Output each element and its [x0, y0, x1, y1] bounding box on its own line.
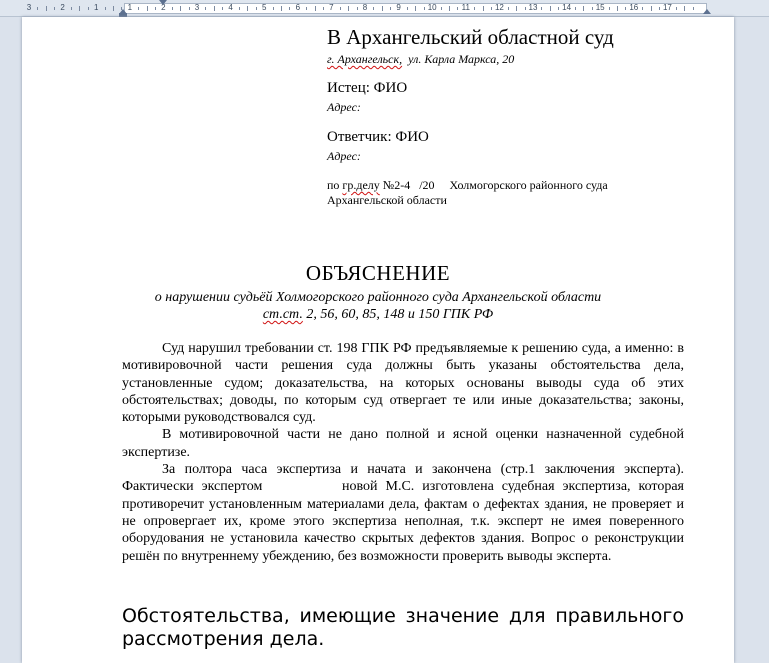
- ruler-number: 1: [93, 3, 99, 12]
- ruler-tick: [449, 6, 450, 11]
- ruler-tick: [273, 7, 274, 10]
- ruler-tick: [247, 6, 248, 11]
- right-indent-marker[interactable]: [703, 9, 711, 14]
- page-backdrop-left: [0, 17, 22, 663]
- ruler-tick: [256, 7, 257, 10]
- ruler-tick: [205, 7, 206, 10]
- ruler-tick: [457, 7, 458, 10]
- ruler-tick: [222, 7, 223, 10]
- ruler-tick: [189, 7, 190, 10]
- ruler-tick: [491, 7, 492, 10]
- court-name: В Архангельский областной суд: [327, 25, 614, 49]
- ruler-tick: [407, 7, 408, 10]
- court-address: [327, 52, 514, 67]
- ruler-tick: [483, 6, 484, 11]
- ruler-number: 13: [528, 3, 538, 12]
- ruler-tick: [382, 6, 383, 11]
- defendant-address-label: Адрес:: [327, 149, 361, 163]
- ruler-number: 3: [26, 3, 32, 12]
- ruler-tick: [583, 6, 584, 11]
- ruler-number: 9: [396, 3, 401, 12]
- ruler-tick: [315, 6, 316, 11]
- ruler-tick: [54, 7, 55, 10]
- defendant-label: Ответчик: ФИО: [327, 129, 429, 145]
- ruler-number: 4: [228, 3, 233, 12]
- ruler-tick: [390, 7, 391, 10]
- ruler-number: 1: [127, 3, 133, 12]
- paragraph-1: Суд нарушил требовании ст. 198 ГПК РФ предъявляемые к решению суда, а именно: в мотивировочной части решения суда должны быть указаны обстоятельства дела, установленные судом; доказательства, на которых основаны выводы суда об этих обстоятельствах; доводы, по которым суд отвергает те или иные доказательства; законы, которыми руководствовался суд.: [122, 341, 684, 426]
- ruler-tick: [348, 6, 349, 11]
- ruler-number: 10: [427, 3, 437, 12]
- ruler-tick: [105, 7, 106, 10]
- ruler-tick: [357, 7, 358, 10]
- subtitle-articles-list: 2, 56, 60, 85, 148 и 150 ГПК РФ: [302, 307, 494, 322]
- ruler-tick: [550, 6, 551, 11]
- ruler-tick: [525, 7, 526, 10]
- section-heading: Обстоятельства, имеющие значение для правильного рассмотрения дела.: [122, 605, 684, 650]
- case-ref-word: гр.делу: [342, 178, 380, 192]
- ruler-number: 5: [261, 3, 267, 12]
- ruler-tick: [474, 7, 475, 10]
- court-address-city: г. Архангельск,: [327, 52, 403, 66]
- case-ref-rest: №2-4 /20 Холмогорского районного суда Архангельской области: [327, 178, 611, 207]
- ruler-number: 2: [60, 3, 65, 12]
- plaintiff-label: Истец: ФИО: [327, 80, 408, 96]
- ruler-tick: [214, 6, 215, 11]
- case-ref-prefix: по: [327, 178, 340, 192]
- ruler-tick: [508, 7, 509, 10]
- document-subtitle-line1: о нарушении судьёй Холмогорского районного суда Архангельской области: [154, 290, 602, 305]
- document-page[interactable]: [22, 17, 734, 663]
- ruler-tick: [575, 7, 576, 10]
- ruler-tick: [138, 7, 139, 10]
- paragraph-3: За полтора часа экспертиза и начата и закончена (стр.1 заключения эксперта). Фактически экспертом новой М.С. изготовлена судебная экспертиза, которая противоречит установленным материалами дела, фактам о дефектах здания, не проверяет и не опровергает их, кроме этого экспертиза неполная, т.к. эксперт не имея поверенного оборудования не установила качество скрытых дефектов здания. Вопрос о реконструкции решён по внутреннему убеждению, без возможности проверить выводы эксперта.: [122, 462, 688, 564]
- ruler-marks: [0, 0, 769, 16]
- ruler-tick: [340, 7, 341, 10]
- ruler-tick: [88, 7, 89, 10]
- ruler-tick: [46, 6, 47, 11]
- ruler-tick: [239, 7, 240, 10]
- ruler-tick: [281, 6, 282, 11]
- horizontal-ruler[interactable]: [0, 0, 769, 17]
- ruler-tick: [642, 7, 643, 10]
- ruler-tick: [651, 6, 652, 11]
- ruler-tick: [415, 6, 416, 11]
- ruler-tick: [625, 7, 626, 10]
- ruler-tick: [693, 7, 694, 10]
- document-subtitle-line2: [22, 307, 734, 323]
- first-line-indent-marker[interactable]: [159, 0, 167, 5]
- ruler-number: 3: [194, 3, 200, 12]
- ruler-tick: [306, 7, 307, 10]
- ruler-number: 15: [595, 3, 605, 12]
- subtitle-articles-word: ст.ст.: [262, 307, 303, 322]
- ruler-number: 12: [494, 3, 504, 12]
- plaintiff-address-label: Адрес:: [327, 100, 361, 114]
- ruler-tick: [424, 7, 425, 10]
- ruler-number: 2: [161, 3, 166, 12]
- ruler-number: 6: [295, 3, 301, 12]
- ruler-number: 14: [562, 3, 572, 12]
- ruler-tick: [684, 6, 685, 11]
- ruler-tick: [609, 7, 610, 10]
- ruler-tick: [558, 7, 559, 10]
- paragraph-2: В мотивировочной части не дано полной и ясной оценки назначенной судебной экспертизе.: [122, 427, 684, 460]
- court-address-street: ул. Карла Маркса, 20: [408, 52, 515, 66]
- ruler-tick: [323, 7, 324, 10]
- ruler-tick: [113, 6, 114, 11]
- ruler-tick: [676, 7, 677, 10]
- ruler-tick: [541, 7, 542, 10]
- document-body[interactable]: [122, 340, 688, 565]
- ruler-number: 11: [461, 3, 470, 12]
- ruler-tick: [617, 6, 618, 11]
- ruler-tick: [289, 7, 290, 10]
- ruler-number: 7: [329, 3, 334, 12]
- ruler-tick: [79, 6, 80, 11]
- ruler-number: 16: [629, 3, 639, 12]
- ruler-tick: [71, 7, 72, 10]
- ruler-number: 8: [362, 3, 368, 12]
- ruler-tick: [37, 7, 38, 10]
- ruler-tick: [180, 6, 181, 11]
- ruler-tick: [516, 6, 517, 11]
- ruler-tick: [441, 7, 442, 10]
- ruler-tick: [592, 7, 593, 10]
- ruler-tick: [373, 7, 374, 10]
- ruler-number: 17: [662, 3, 672, 12]
- ruler-tick: [155, 7, 156, 10]
- page-backdrop-right: [734, 17, 769, 663]
- document-title: ОБЪЯСНЕНИЕ: [305, 261, 451, 285]
- ruler-tick: [147, 6, 148, 11]
- ruler-tick: [659, 7, 660, 10]
- ruler-tick: [172, 7, 173, 10]
- case-reference: [327, 178, 687, 208]
